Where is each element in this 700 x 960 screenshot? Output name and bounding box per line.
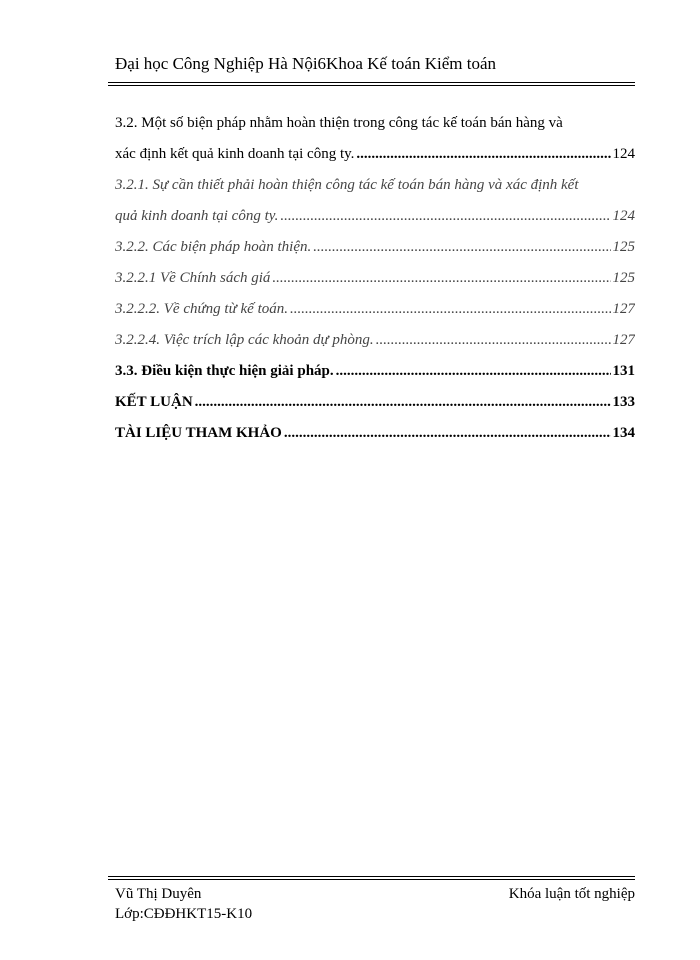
leader-dots (272, 263, 610, 294)
toc-entry-text: quả kinh doanh tại công ty. (115, 208, 279, 224)
toc-page-number: 131 (612, 363, 635, 379)
toc-entry-3-2-2-1[interactable] (115, 263, 635, 294)
header-title: Đại học Công Nghiệp Hà Nội6Khoa Kế toán Kiểm toán (115, 54, 496, 73)
toc-entry-text: 3.2.2.4. Việc trích lập các khoản dự phòng. (115, 332, 374, 348)
toc-entry-3-2-2-4[interactable] (115, 325, 635, 356)
leader-dots (313, 232, 610, 263)
page-header (115, 54, 635, 74)
footer-author: Vũ Thị Duyên (115, 886, 202, 902)
toc-entry-3-2-2-2[interactable] (115, 294, 635, 325)
toc-entry-text: KẾT LUẬN (115, 394, 193, 410)
leader-dots (195, 387, 611, 418)
header-rule (108, 82, 635, 86)
toc-entry-3-2-2[interactable] (115, 232, 635, 263)
toc-page-number: 125 (612, 239, 635, 255)
toc-entry-3-3[interactable] (115, 356, 635, 387)
leader-dots (290, 294, 611, 325)
leader-dots (280, 201, 610, 232)
toc-entry-text: 3.2.2.1 Về Chính sách giá (115, 270, 271, 286)
footer-rule (108, 876, 635, 880)
leader-dots (356, 139, 610, 170)
toc-page-number: 125 (612, 270, 635, 286)
footer-class: Lớp:CĐĐHKT15-K10 (115, 906, 253, 922)
toc-page-number: 127 (612, 301, 635, 317)
toc-entry-text: 3.2.2.2. Về chứng từ kế toán. (115, 301, 288, 317)
toc-entry-tai-lieu[interactable] (115, 418, 635, 449)
toc-page-number: 127 (612, 332, 635, 348)
toc-entry-text: 3.3. Điều kiện thực hiện giải pháp. (115, 363, 334, 379)
footer-doc-type: Khóa luận tốt nghiệp (508, 886, 635, 902)
leader-dots (336, 356, 611, 387)
toc-entry-3-2[interactable] (115, 108, 635, 170)
toc-entry-text: TÀI LIỆU THAM KHẢO (115, 425, 282, 441)
toc-entry-text: 3.2.1. Sự cần thiết phải hoàn thiện công tác kế toán bán hàng và xác định kết (115, 177, 579, 193)
toc-page-number: 124 (612, 146, 635, 162)
toc-entry-text: 3.2.2. Các biện pháp hoàn thiện. (115, 239, 312, 255)
toc-entry-text: 3.2. Một số biện pháp nhằm hoàn thiện trong công tác kế toán bán hàng và (115, 115, 563, 131)
leader-dots (284, 418, 611, 449)
table-of-contents (115, 108, 635, 449)
toc-entry-3-2-1[interactable] (115, 170, 635, 232)
toc-page-number: 133 (612, 394, 635, 410)
toc-entry-ket-luan[interactable] (115, 387, 635, 418)
toc-page-number: 124 (612, 208, 635, 224)
toc-entry-text: xác định kết quả kinh doanh tại công ty. (115, 146, 355, 162)
leader-dots (376, 325, 611, 356)
toc-page-number: 134 (612, 425, 635, 441)
page-footer (115, 884, 635, 924)
